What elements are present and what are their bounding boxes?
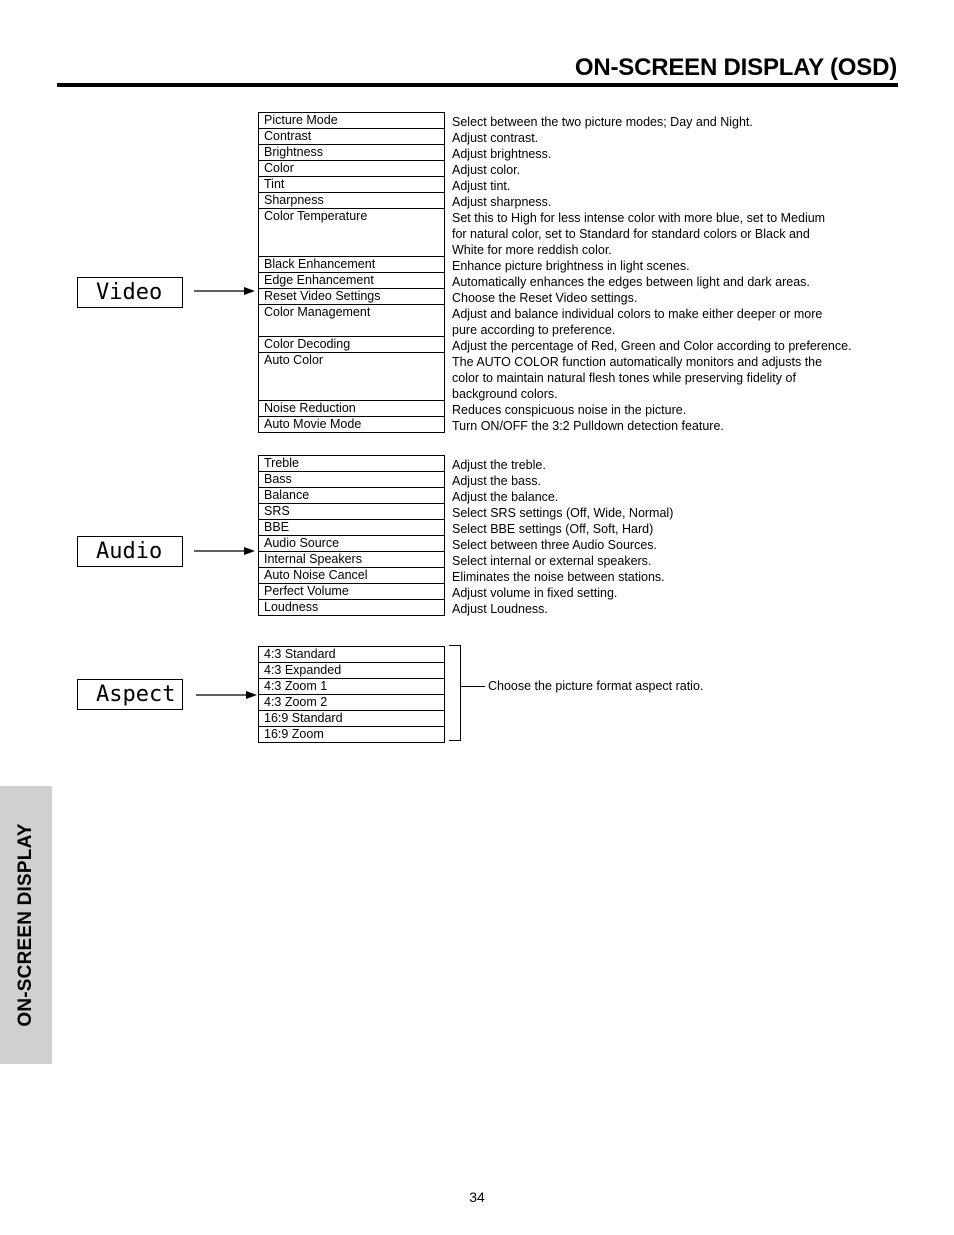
aspect-bracket-line <box>461 686 485 687</box>
menu-item-description: color to maintain natural flesh tones while preserving fidelity of <box>452 371 796 385</box>
table-row <box>259 305 445 337</box>
menu-item-description: pure according to preference. <box>452 323 616 337</box>
table-row <box>259 177 445 193</box>
side-tab-label: ON-SCREEN DISPLAY <box>15 823 36 1027</box>
menu-item: Color Management <box>259 305 445 337</box>
aspect-item: 16:9 Standard <box>259 711 445 727</box>
aspect-bracket <box>449 645 461 741</box>
menu-item-description: Adjust the treble. <box>452 458 546 472</box>
table-row <box>259 353 445 401</box>
menu-item: BBE <box>259 520 445 536</box>
menu-item-description: Adjust tint. <box>452 179 511 193</box>
aspect-menu-box: Aspect <box>77 679 183 710</box>
aspect-description: Choose the picture format aspect ratio. <box>488 679 704 693</box>
table-row <box>259 695 445 711</box>
menu-item-description: Adjust the percentage of Red, Green and Color according to preference. <box>452 339 852 353</box>
menu-item-description: Choose the Reset Video settings. <box>452 291 638 305</box>
menu-item: Treble <box>259 456 445 472</box>
menu-item-description: Adjust and balance individual colors to make either deeper or more <box>452 307 823 321</box>
table-row <box>259 584 445 600</box>
aspect-menu-table <box>258 646 445 743</box>
table-row <box>259 600 445 616</box>
menu-item: Perfect Volume <box>259 584 445 600</box>
menu-item-description: Select SRS settings (Off, Wide, Normal) <box>452 506 674 520</box>
aspect-item: 4:3 Expanded <box>259 663 445 679</box>
menu-item-description: Adjust volume in fixed setting. <box>452 586 618 600</box>
menu-item: Balance <box>259 488 445 504</box>
menu-item-description: Adjust sharpness. <box>452 195 552 209</box>
table-row <box>259 273 445 289</box>
menu-item: Color Decoding <box>259 337 445 353</box>
menu-item: Audio Source <box>259 536 445 552</box>
menu-item-description: Select between three Audio Sources. <box>452 538 657 552</box>
video-menu-box: Video <box>77 277 183 308</box>
table-row <box>259 472 445 488</box>
menu-item-description: Turn ON/OFF the 3:2 Pulldown detection feature. <box>452 419 724 433</box>
menu-item: Reset Video Settings <box>259 289 445 305</box>
table-row <box>259 456 445 472</box>
aspect-item: 4:3 Zoom 2 <box>259 695 445 711</box>
table-row <box>259 401 445 417</box>
table-row <box>259 663 445 679</box>
menu-item-description: Adjust the balance. <box>452 490 559 504</box>
menu-item-description: Adjust the bass. <box>452 474 541 488</box>
menu-item: Auto Noise Cancel <box>259 568 445 584</box>
page-number: 34 <box>469 1189 485 1205</box>
menu-item-description: White for more reddish color. <box>452 243 612 257</box>
menu-item-description: Set this to High for less intense color with more blue, set to Medium <box>452 211 826 225</box>
menu-item: Auto Color <box>259 353 445 401</box>
table-row <box>259 289 445 305</box>
aspect-item: 4:3 Standard <box>259 647 445 663</box>
menu-item-description: background colors. <box>452 387 558 401</box>
menu-item-description: Eliminates the noise between stations. <box>452 570 665 584</box>
menu-item: Picture Mode <box>259 113 445 129</box>
menu-item: Contrast <box>259 129 445 145</box>
menu-item: Auto Movie Mode <box>259 417 445 433</box>
page-title: ON-SCREEN DISPLAY (OSD) <box>574 54 897 81</box>
aspect-arrow-icon <box>194 688 258 702</box>
table-row <box>259 257 445 273</box>
menu-item-description: Adjust Loudness. <box>452 602 548 616</box>
table-row <box>259 145 445 161</box>
table-row <box>259 647 445 663</box>
menu-item: Black Enhancement <box>259 257 445 273</box>
menu-item: Color Temperature <box>259 209 445 257</box>
menu-item: Sharpness <box>259 193 445 209</box>
menu-item-description: Select BBE settings (Off, Soft, Hard) <box>452 522 654 536</box>
table-row <box>259 209 445 257</box>
table-row <box>259 129 445 145</box>
table-row <box>259 520 445 536</box>
table-row <box>259 679 445 695</box>
menu-item-description: Automatically enhances the edges between light and dark areas. <box>452 275 810 289</box>
audio-arrow-icon <box>192 544 256 558</box>
video-arrow-icon <box>192 284 256 298</box>
table-row <box>259 568 445 584</box>
table-row <box>259 113 445 129</box>
table-row <box>259 161 445 177</box>
table-row <box>259 504 445 520</box>
menu-item: Bass <box>259 472 445 488</box>
audio-menu-table <box>258 455 445 616</box>
menu-item-description: The AUTO COLOR function automatically monitors and adjusts the <box>452 355 823 369</box>
table-row <box>259 727 445 743</box>
menu-item: Internal Speakers <box>259 552 445 568</box>
menu-item: Edge Enhancement <box>259 273 445 289</box>
menu-item: Brightness <box>259 145 445 161</box>
menu-item: Noise Reduction <box>259 401 445 417</box>
menu-item-description: Adjust color. <box>452 163 521 177</box>
menu-item-description: for natural color, set to Standard for standard colors or Black and <box>452 227 810 241</box>
menu-item: Color <box>259 161 445 177</box>
menu-item-description: Select internal or external speakers. <box>452 554 652 568</box>
header-rule <box>57 83 898 87</box>
table-row <box>259 536 445 552</box>
table-row <box>259 552 445 568</box>
table-row <box>259 488 445 504</box>
menu-item-description: Enhance picture brightness in light scenes. <box>452 259 690 273</box>
video-menu-table <box>258 112 445 433</box>
menu-item: Tint <box>259 177 445 193</box>
table-row <box>259 193 445 209</box>
menu-item-description: Select between the two picture modes; Day and Night. <box>452 115 753 129</box>
audio-menu-box: Audio <box>77 536 183 567</box>
aspect-item: 16:9 Zoom <box>259 727 445 743</box>
table-row <box>259 417 445 433</box>
side-tab <box>0 786 52 1064</box>
menu-item-description: Adjust brightness. <box>452 147 552 161</box>
table-row <box>259 337 445 353</box>
menu-item-description: Reduces conspicuous noise in the picture. <box>452 403 687 417</box>
menu-item: SRS <box>259 504 445 520</box>
menu-item-description: Adjust contrast. <box>452 131 539 145</box>
table-row <box>259 711 445 727</box>
aspect-item: 4:3 Zoom 1 <box>259 679 445 695</box>
menu-item: Loudness <box>259 600 445 616</box>
